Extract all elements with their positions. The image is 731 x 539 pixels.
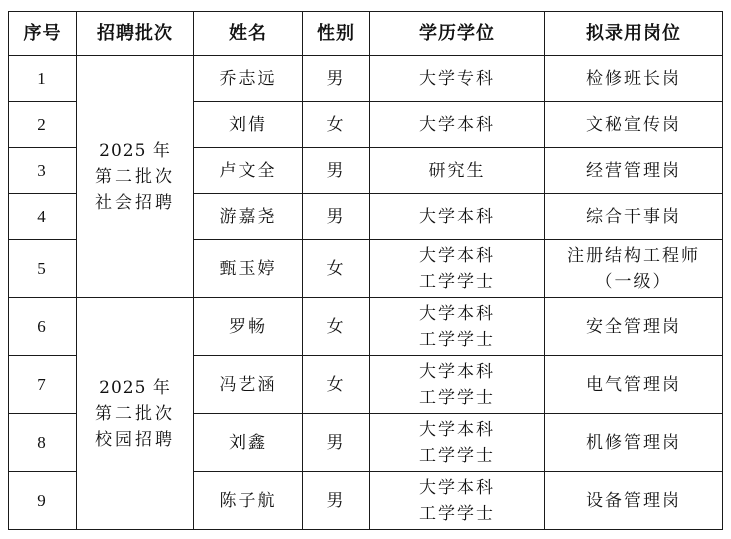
cell-education (370, 194, 545, 240)
cell-name: 罗畅 (194, 298, 303, 356)
cell-position (545, 472, 723, 530)
cell-gender: 男 (303, 194, 370, 240)
cell-seq: 9 (9, 472, 77, 530)
position-line: 经营管理岗 (586, 160, 681, 181)
cell-name: 乔志远 (194, 56, 303, 102)
cell-position (545, 56, 723, 102)
batch-type: 社会招聘 (95, 192, 175, 213)
education-line: 大学本科 (419, 419, 495, 440)
education-line: 大学本科 (419, 361, 495, 382)
position-line: 检修班长岗 (586, 68, 681, 89)
table-body (9, 56, 723, 530)
cell-seq: 6 (9, 298, 77, 356)
position-line: 注册结构工程师 (567, 245, 700, 266)
education-line: 大学专科 (419, 68, 495, 89)
degree-line: 工学学士 (419, 503, 495, 524)
header-row (9, 12, 723, 56)
cell-name: 卢文全 (194, 148, 303, 194)
education-line: 大学本科 (419, 206, 495, 227)
cell-position (545, 148, 723, 194)
position-line: 机修管理岗 (586, 432, 681, 453)
cell-gender: 女 (303, 356, 370, 414)
cell-education (370, 356, 545, 414)
education-line: 大学本科 (419, 245, 495, 266)
cell-education (370, 148, 545, 194)
batch-type: 校园招聘 (95, 429, 175, 450)
cell-seq: 1 (9, 56, 77, 102)
education-line: 大学本科 (419, 303, 495, 324)
position-line: 安全管理岗 (586, 316, 681, 337)
cell-education (370, 240, 545, 298)
cell-gender: 男 (303, 414, 370, 472)
cell-seq: 8 (9, 414, 77, 472)
cell-seq: 2 (9, 102, 77, 148)
cell-education (370, 298, 545, 356)
header-gender: 性别 (303, 12, 370, 56)
cell-gender: 男 (303, 148, 370, 194)
degree-line: 工学学士 (419, 329, 495, 350)
batch-year: 2025 年 (99, 377, 171, 398)
education-line: 大学本科 (419, 114, 495, 135)
table-row (9, 56, 723, 102)
table-header (9, 12, 723, 56)
cell-seq: 3 (9, 148, 77, 194)
cell-education (370, 414, 545, 472)
cell-name: 刘倩 (194, 102, 303, 148)
cell-gender: 女 (303, 240, 370, 298)
batch-round: 第二批次 (95, 403, 175, 424)
education-line: 研究生 (428, 160, 486, 181)
education-line: 大学本科 (419, 477, 495, 498)
cell-gender: 男 (303, 56, 370, 102)
cell-seq: 5 (9, 240, 77, 298)
header-education: 学历学位 (370, 12, 545, 56)
hiring-roster-table (8, 11, 723, 530)
header-batch: 招聘批次 (77, 12, 194, 56)
cell-position (545, 298, 723, 356)
cell-education (370, 102, 545, 148)
cell-name: 刘鑫 (194, 414, 303, 472)
cell-name: 陈子航 (194, 472, 303, 530)
cell-name: 冯艺涵 (194, 356, 303, 414)
cell-position (545, 194, 723, 240)
cell-position (545, 102, 723, 148)
cell-position (545, 356, 723, 414)
cell-position (545, 240, 723, 298)
position-line: 设备管理岗 (586, 490, 681, 511)
cell-batch-social (77, 56, 194, 298)
batch-year: 2025 年 (99, 140, 171, 161)
cell-batch-campus (77, 298, 194, 530)
cell-education (370, 472, 545, 530)
cell-name: 甄玉婷 (194, 240, 303, 298)
cell-gender: 男 (303, 472, 370, 530)
cell-seq: 4 (9, 194, 77, 240)
header-name: 姓名 (194, 12, 303, 56)
position-line: 综合干事岗 (586, 206, 681, 227)
degree-line: 工学学士 (419, 387, 495, 408)
cell-education (370, 56, 545, 102)
batch-round: 第二批次 (95, 166, 175, 187)
position-line: 文秘宣传岗 (586, 114, 681, 135)
cell-seq: 7 (9, 356, 77, 414)
position-level-line: （一级） (595, 271, 672, 292)
cell-gender: 女 (303, 298, 370, 356)
header-position: 拟录用岗位 (545, 12, 723, 56)
position-line: 电气管理岗 (586, 374, 681, 395)
cell-gender: 女 (303, 102, 370, 148)
cell-position (545, 414, 723, 472)
degree-line: 工学学士 (419, 445, 495, 466)
header-seq: 序号 (9, 12, 77, 56)
degree-line: 工学学士 (419, 271, 495, 292)
cell-name: 游嘉尧 (194, 194, 303, 240)
table-row (9, 298, 723, 356)
